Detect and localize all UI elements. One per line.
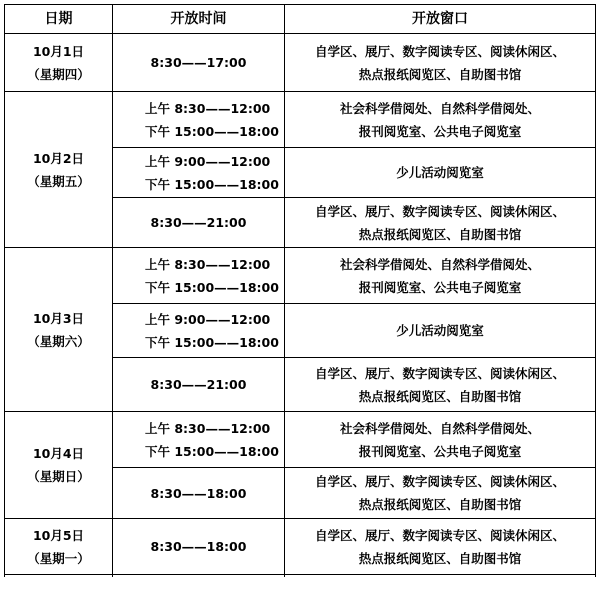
schedule-row bbox=[5, 519, 596, 575]
header-date: 日期 bbox=[5, 5, 113, 34]
open-window-cell bbox=[285, 248, 596, 304]
open-time-text: 下午 15:00——18:00 bbox=[145, 443, 279, 459]
weekday-text: （星期六） bbox=[27, 333, 90, 349]
open-time-cell bbox=[113, 304, 285, 358]
open-window-cell bbox=[285, 34, 596, 92]
open-window-text: 热点报纸阅览区、自助图书馆 bbox=[358, 550, 522, 566]
open-window-text: 少儿活动阅览室 bbox=[396, 165, 484, 180]
open-window-text: 自学区、展厅、数字阅读专区、阅读休闲区、 bbox=[314, 43, 565, 59]
open-window-cell bbox=[285, 358, 596, 412]
date-cell bbox=[5, 412, 113, 519]
open-window-text: 热点报纸阅览区、自助图书馆 bbox=[358, 388, 522, 404]
continuation-row bbox=[5, 575, 596, 578]
weekday-text: （星期五） bbox=[27, 173, 90, 189]
open-window-cell bbox=[285, 468, 596, 519]
open-time-cell bbox=[113, 468, 285, 519]
open-window-text: 社会科学借阅处、自然科学借阅处、 bbox=[339, 256, 540, 272]
date-cell bbox=[5, 519, 113, 575]
open-window-cell bbox=[285, 148, 596, 198]
open-time-cell bbox=[113, 148, 285, 198]
date-cell bbox=[5, 92, 113, 248]
open-window-text: 自学区、展厅、数字阅读专区、阅读休闲区、 bbox=[314, 474, 565, 489]
open-time-cell bbox=[113, 412, 285, 468]
open-time-text: 下午 15:00——18:00 bbox=[145, 279, 279, 295]
date-text: 10月4日 bbox=[32, 446, 85, 461]
date-text: 10月3日 bbox=[32, 310, 85, 326]
open-time-cell bbox=[113, 92, 285, 148]
open-window-cell bbox=[285, 198, 596, 248]
open-window-cell bbox=[285, 519, 596, 575]
open-time-cell bbox=[113, 358, 285, 412]
schedule-table bbox=[4, 4, 596, 577]
open-window-cell bbox=[285, 412, 596, 468]
open-time-text: 上午 9:00——12:00 bbox=[145, 311, 271, 327]
open-time-cell bbox=[113, 519, 285, 575]
open-window-text: 少儿活动阅览室 bbox=[396, 323, 484, 338]
continuation-cell bbox=[285, 575, 596, 578]
open-time-text: 8:30——21:00 bbox=[150, 215, 247, 230]
open-window-text: 热点报纸阅览区、自助图书馆 bbox=[358, 497, 522, 512]
open-time-text: 上午 8:30——12:00 bbox=[145, 256, 271, 272]
continuation-cell bbox=[113, 575, 285, 578]
open-time-text: 下午 15:00——18:00 bbox=[145, 334, 279, 350]
weekday-text: （星期一） bbox=[27, 550, 90, 566]
continuation-cell bbox=[5, 575, 113, 578]
open-time-text: 8:30——18:00 bbox=[150, 485, 247, 501]
open-time-text: 8:30——21:00 bbox=[150, 377, 247, 392]
open-time-text: 上午 9:00——12:00 bbox=[145, 153, 271, 169]
open-window-text: 热点报纸阅览区、自助图书馆 bbox=[358, 66, 522, 82]
open-time-text: 上午 8:30——12:00 bbox=[145, 100, 271, 116]
header-row bbox=[5, 5, 596, 34]
date-text: 10月5日 bbox=[32, 527, 85, 543]
open-window-text: 自学区、展厅、数字阅读专区、阅读休闲区、 bbox=[314, 527, 565, 543]
open-time-text: 上午 8:30——12:00 bbox=[145, 420, 271, 436]
date-text: 10月2日 bbox=[32, 150, 85, 166]
open-window-text: 报刊阅览室、公共电子阅览室 bbox=[358, 123, 522, 139]
date-cell bbox=[5, 34, 113, 92]
open-window-cell bbox=[285, 304, 596, 358]
open-time-text: 8:30——18:00 bbox=[150, 539, 247, 554]
open-window-cell bbox=[285, 92, 596, 148]
open-window-text: 社会科学借阅处、自然科学借阅处、 bbox=[339, 420, 540, 436]
schedule-row bbox=[5, 92, 596, 148]
open-time-cell bbox=[113, 198, 285, 248]
header-open-time: 开放时间 bbox=[113, 5, 285, 34]
open-window-text: 报刊阅览室、公共电子阅览室 bbox=[358, 279, 522, 295]
weekday-text: （星期日） bbox=[27, 469, 90, 484]
open-window-text: 报刊阅览室、公共电子阅览室 bbox=[358, 443, 522, 459]
date-cell bbox=[5, 248, 113, 412]
open-window-text: 自学区、展厅、数字阅读专区、阅读休闲区、 bbox=[314, 203, 565, 219]
open-time-cell bbox=[113, 34, 285, 92]
open-time-cell bbox=[113, 248, 285, 304]
open-window-text: 热点报纸阅览区、自助图书馆 bbox=[358, 226, 522, 242]
date-text: 10月1日 bbox=[32, 43, 85, 59]
open-time-text: 8:30——17:00 bbox=[150, 55, 247, 70]
header-open-window: 开放窗口 bbox=[285, 5, 596, 34]
weekday-text: （星期四） bbox=[27, 66, 90, 82]
schedule-row bbox=[5, 34, 596, 92]
schedule-row bbox=[5, 412, 596, 468]
open-time-text: 下午 15:00——18:00 bbox=[145, 123, 279, 139]
open-window-text: 社会科学借阅处、自然科学借阅处、 bbox=[339, 100, 540, 116]
open-window-text: 自学区、展厅、数字阅读专区、阅读休闲区、 bbox=[314, 365, 565, 381]
schedule-row bbox=[5, 248, 596, 304]
schedule-body bbox=[5, 34, 596, 578]
open-time-text: 下午 15:00——18:00 bbox=[145, 176, 279, 192]
